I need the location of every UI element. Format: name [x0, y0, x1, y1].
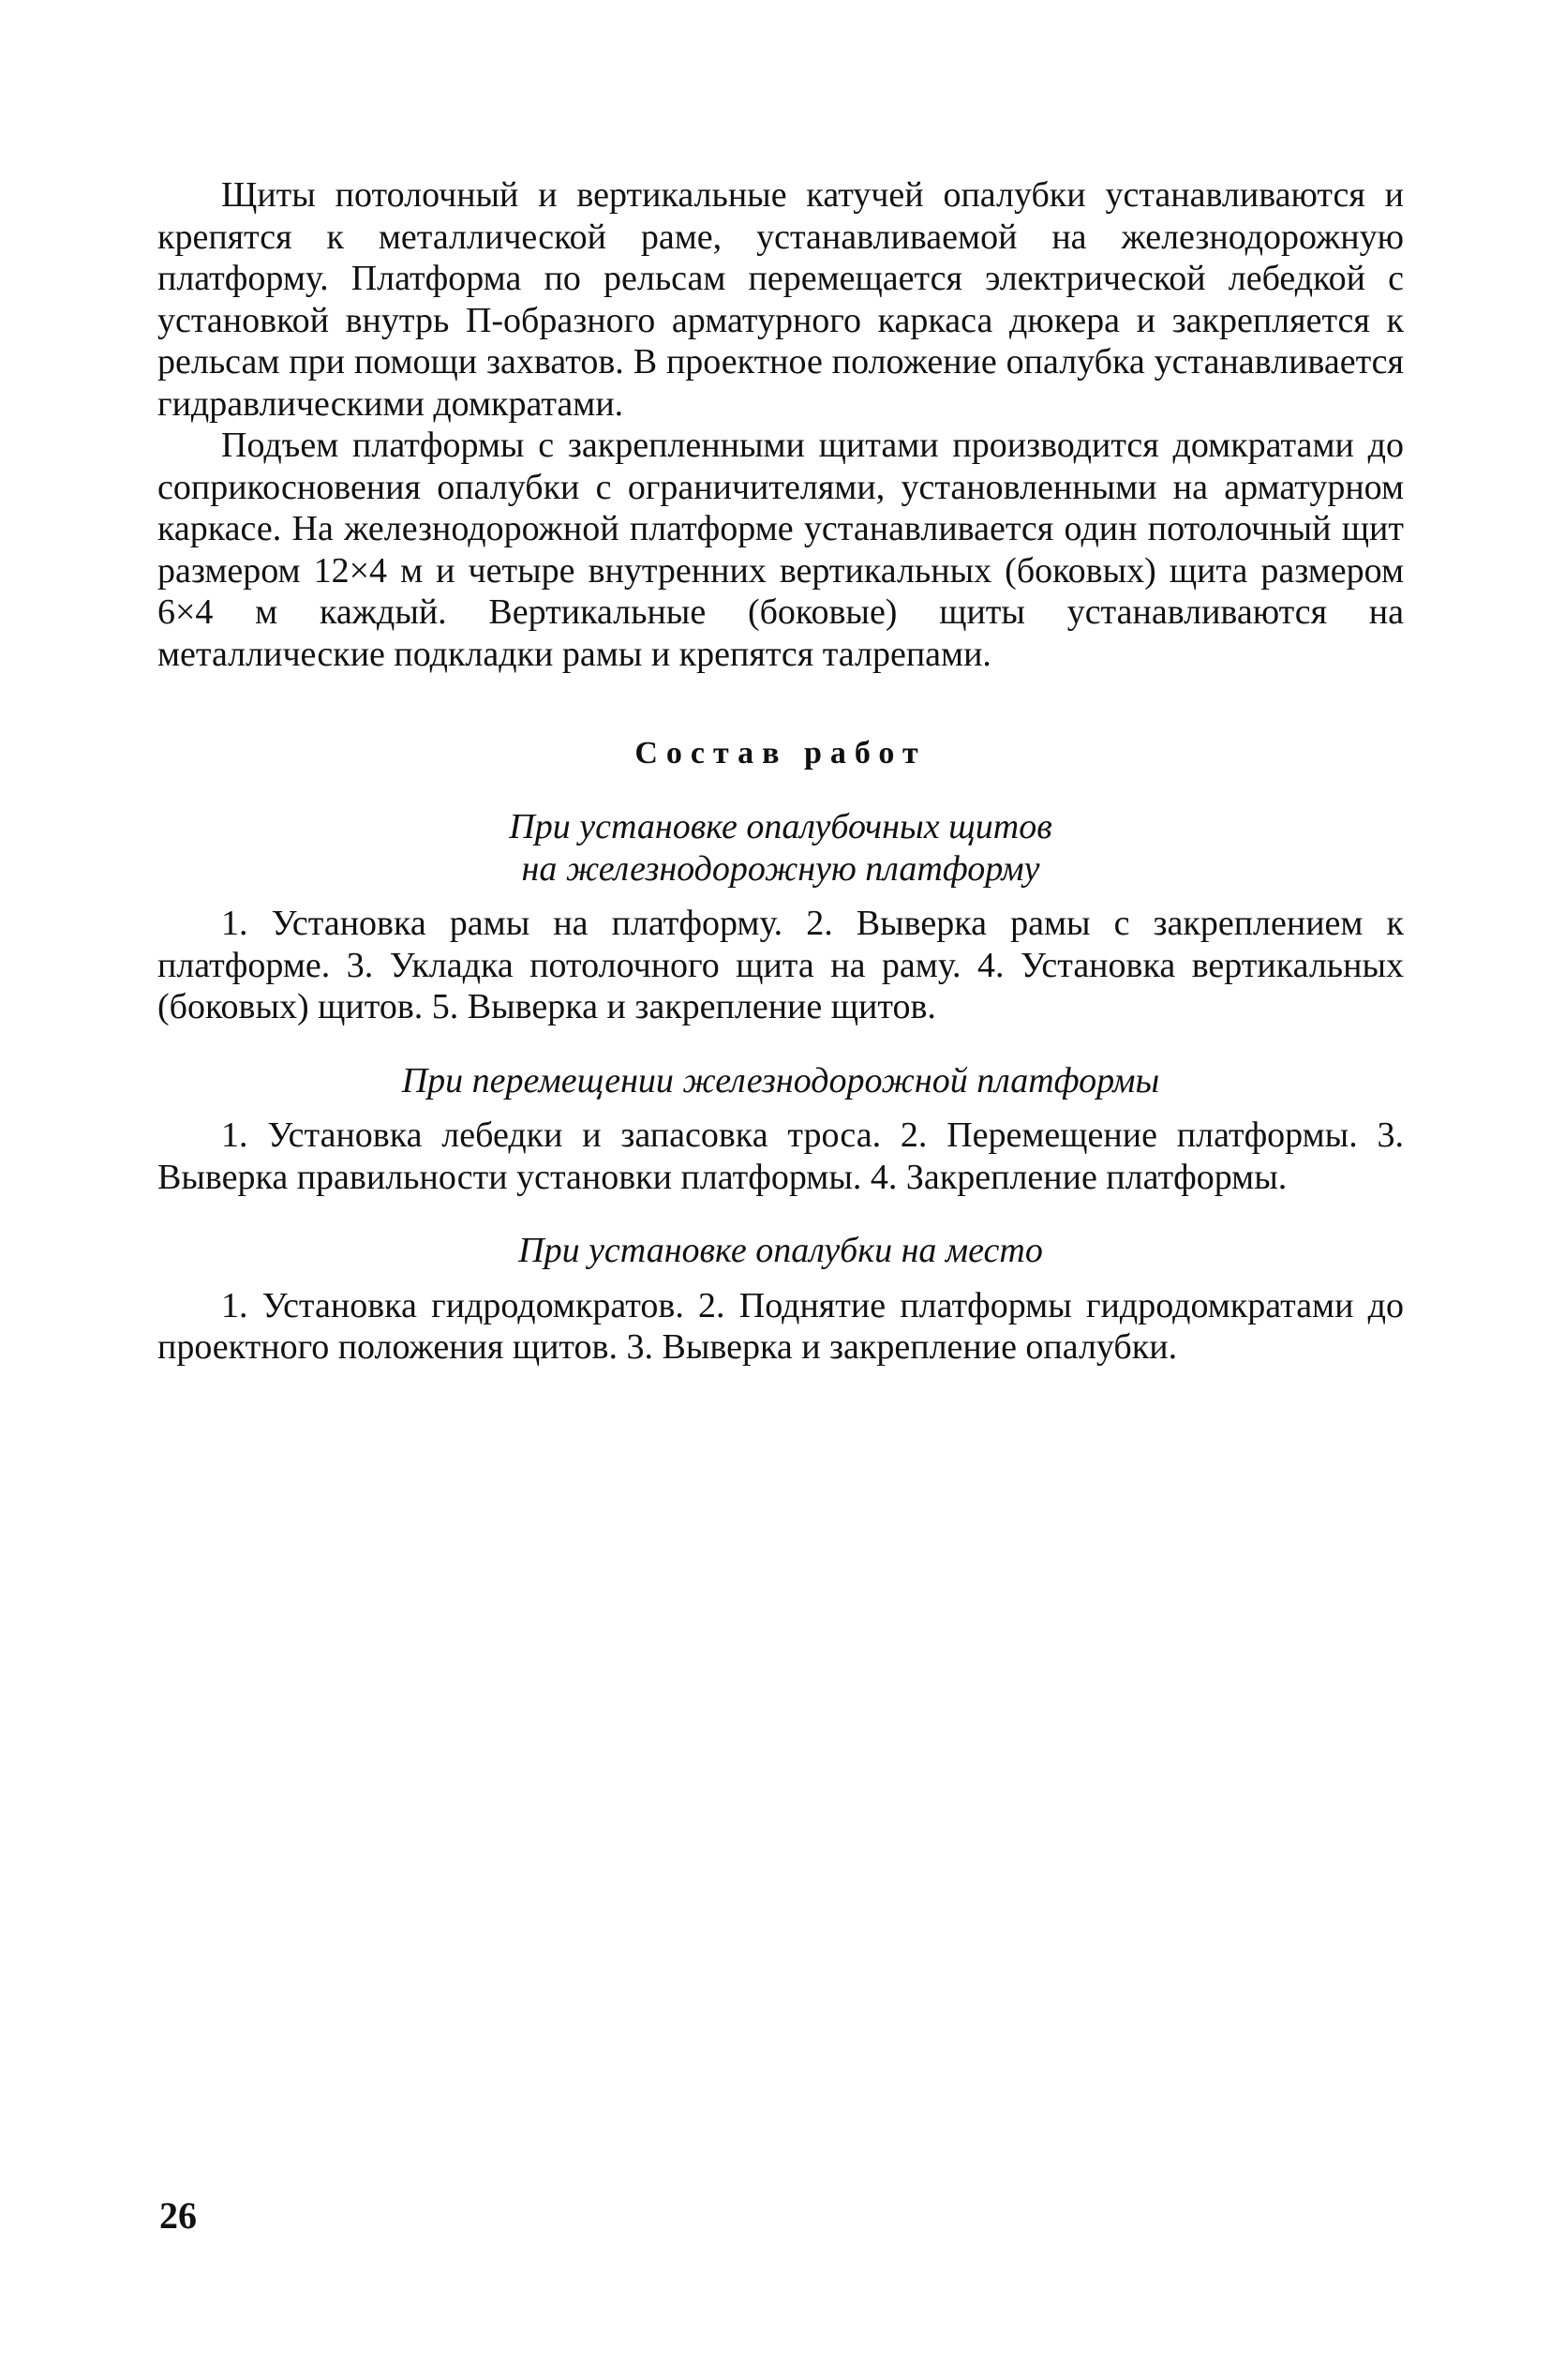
subsection-heading-3-line1: При установке опалубки на место: [518, 1231, 1043, 1270]
page-number: 26: [159, 2194, 197, 2237]
document-page: [157, 174, 1404, 1369]
subsection-heading-1-line2: на железнодорожную платформу: [521, 848, 1040, 889]
section-title: Состав работ: [634, 736, 927, 771]
subsection-heading-2: [157, 1060, 1404, 1102]
subsection-text-3: 1. Установка гидродомкратов. 2. Поднятие платформы гидродомкратами до проектного положения щитов. 3. Выверка и закрепление опалубки.: [157, 1285, 1404, 1367]
subsection-heading-3: [157, 1230, 1404, 1272]
platform-lift-paragraph: Подъем платформы с закрепленными щитами производится домкратами до соприкосновения опалубки с ограничителями, установленными на арматурном каркасе. На железнодорожной платформе устанавливается один потолочный щит размером 12×4 м и четыре внутренних вертикальных (боковых) щита размером 6×4 м каждый. Вертикальные (боковые) щиты устанавливаются на металлические подкладки рамы и крепятся талрепами.: [157, 426, 1404, 674]
subsection-text-2: 1. Установка лебедки и запасовка троса. 2. Перемещение платформы. 3. Выверка правильности установки платформы. 4. Закрепление платформы.: [157, 1115, 1404, 1197]
intro-paragraph: Щиты потолочный и вертикальные катучей опалубки устанавливаются и крепятся к металлической раме, устанавливаемой на железнодорожную платформу. Платформа по рельсам перемещается электрической лебедкой с установкой внутрь П-образного арматурного каркаса дюкера и закрепляется к рельсам при помощи захватов. В проектное положение опалубка устанавливается гидравлическими домкратами.: [157, 175, 1404, 424]
subsection-heading-2-line1: При перемещении железнодорожной платформы: [401, 1060, 1160, 1100]
subsection-text-1: 1. Установка рамы на платформу. 2. Выверка рамы с закреплением к платформе. 3. Укладка потолочного щита на раму. 4. Установка вертикальных (боковых) щитов. 5. Выверка и закрепление щитов.: [157, 904, 1404, 1026]
subsection-heading-1: [157, 806, 1404, 890]
subsection-heading-1-line1: При установке опалубочных щитов: [509, 807, 1052, 846]
